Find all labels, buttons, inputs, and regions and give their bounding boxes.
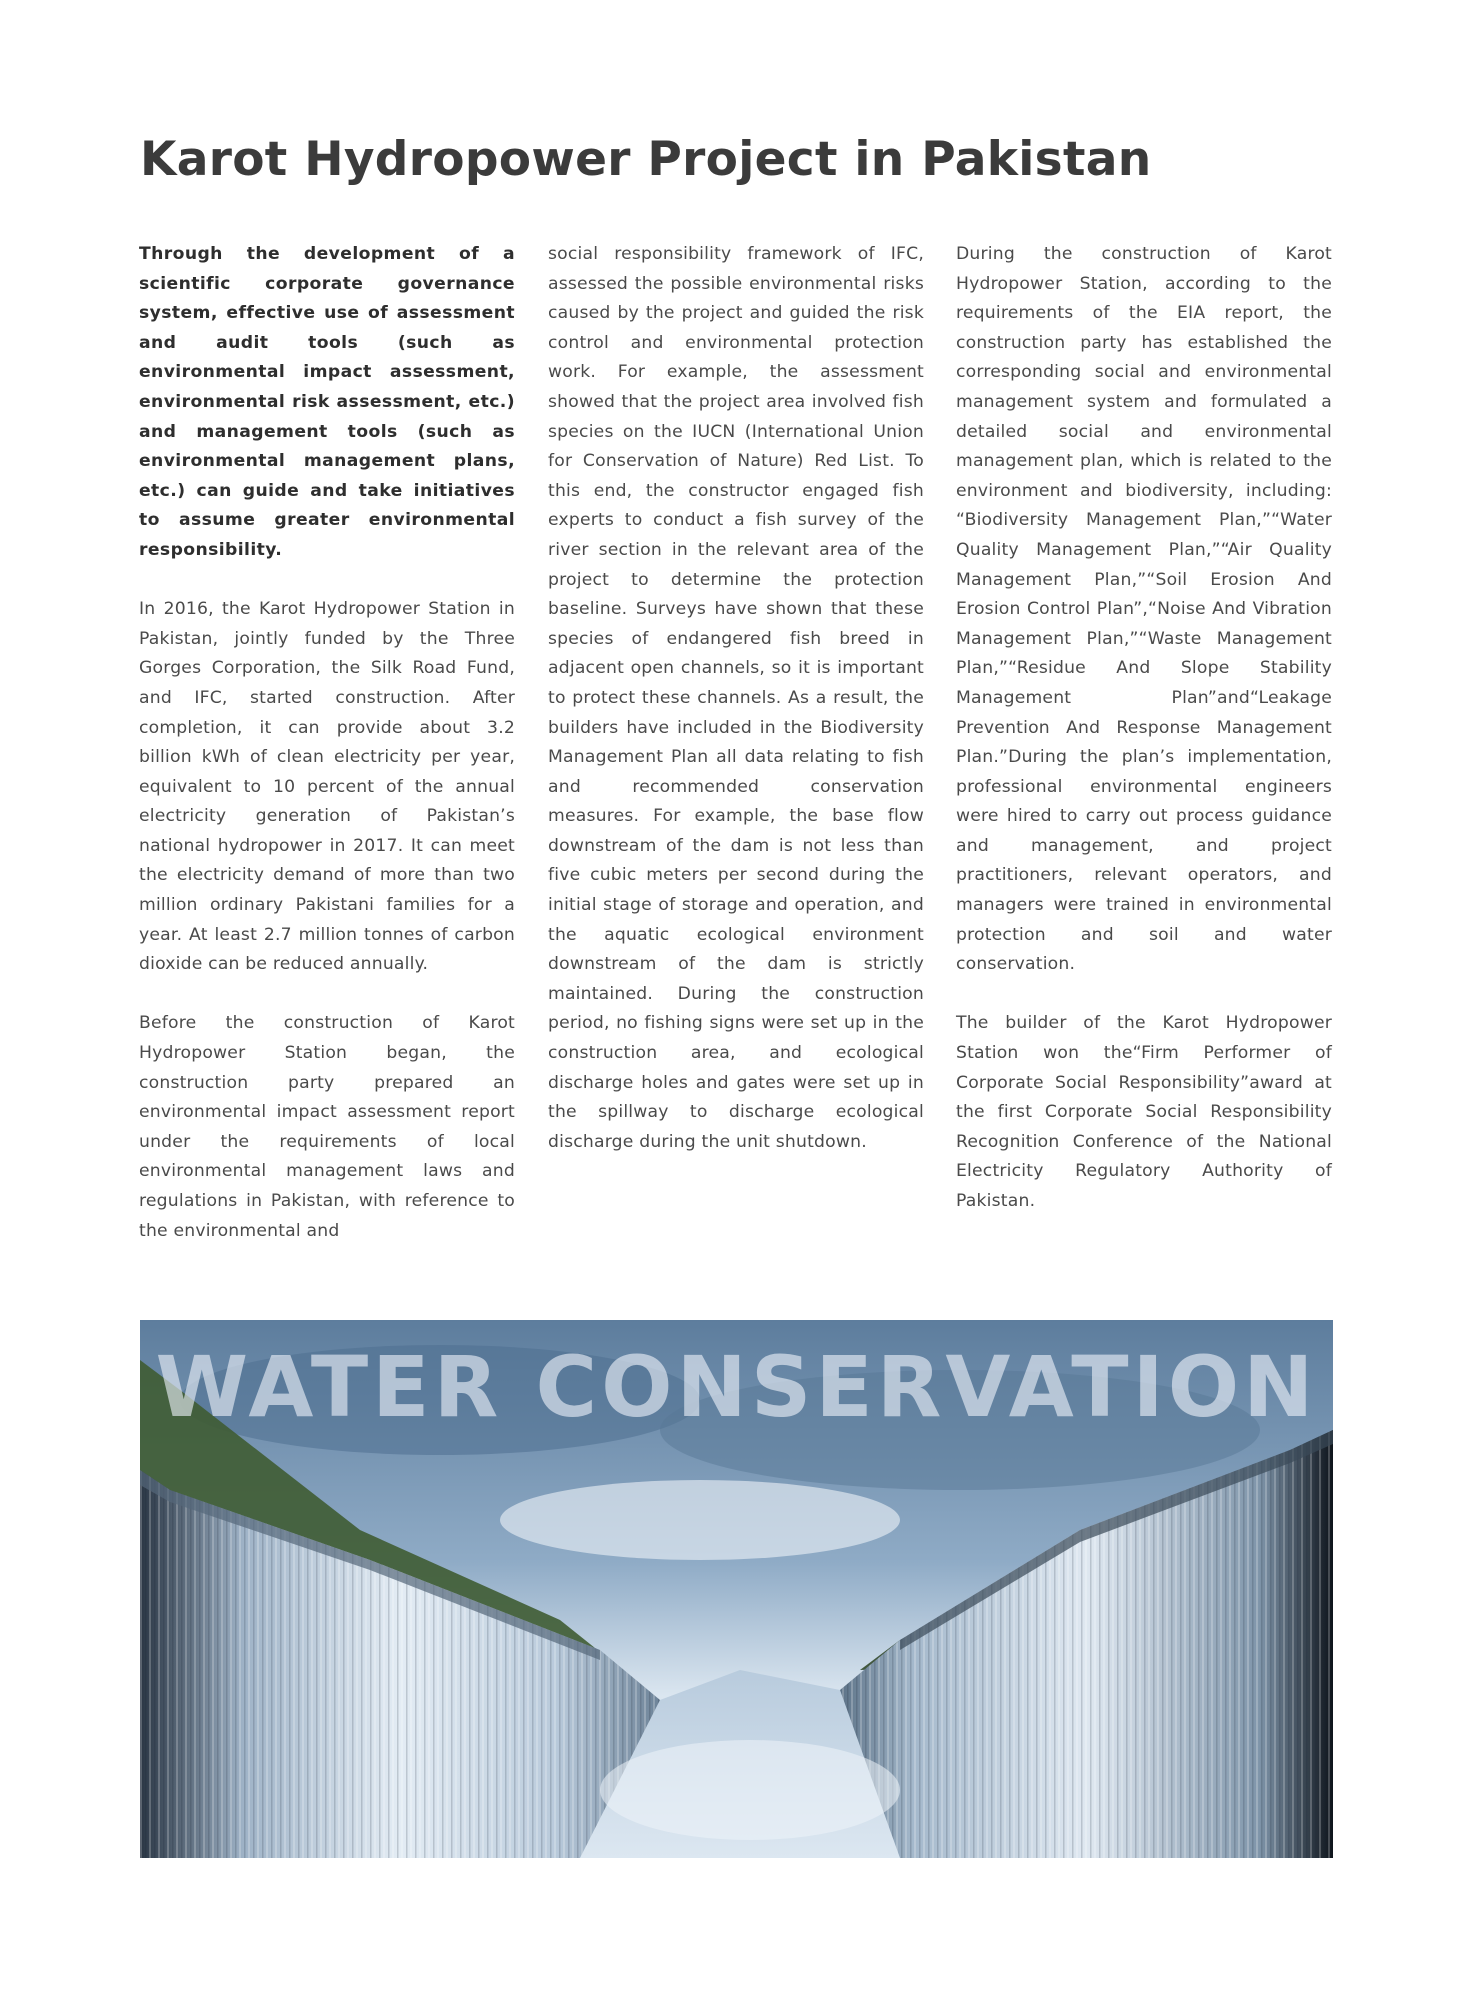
paragraph-management-plans: During the construction of Karot Hydropower Station, according to the requirements of the EIA report, the construction party has established the corresponding social and environmental management system and formulated a detailed social and environmental management plan, which is related to the environment and biodiversity, including: “Biodiversity Management Plan,”“Water Quality Management Plan,”“Air Quality Management Plan,”“Soil Erosion And Erosion Control Plan”,“Noise And Vibration Management Plan,”“Waste Management Plan,”“Residue And Slope Stability Management Plan”and“Leakage Prevention And Response Management Plan.”During the plan’s implementation, professional environmental engineers were hired to carry out process guidance and management, and project practitioners, relevant operators, and managers were trained in environmental protection and soil and water conservation. — [956, 244, 1332, 975]
photo-overlay-title: WATER CONSERVATION — [155, 1338, 1318, 1436]
paragraph-eia: Before the construction of Karot Hydropower Station began, the construction party prepared an environmental impact assessment report under the requirements of local environmental management laws and regulations in Pakistan, with reference to the environmental and — [139, 1013, 515, 1241]
page-title: Karot Hydropower Project in Pakistan — [140, 132, 1152, 187]
text-column-3 — [956, 240, 1332, 1246]
water-conservation-photo — [140, 1320, 1333, 1858]
paragraph-fish-protection: social responsibility framework of IFC, assessed the possible environmental risks caused by the project and guided the risk control and environmental protection work. For example, the assessment showed that the project area involved fish species on the IUCN (International Union for Conservation of Nature) Red List. To this end, the constructor engaged fish experts to conduct a fish survey of the river section in the relevant area of the project to determine the protection baseline. Surveys have shown that these species of endangered fish breed in adjacent open channels, so it is important to protect these channels. As a result, the builders have included in the Biodiversity Management Plan all data relating to fish and recommended conservation measures. For example, the base flow downstream of the dam is not less than five cubic meters per second during the initial stage of storage and operation, and the aquatic ecological environment downstream of the dam is strictly maintained. During the construction period, no fishing signs were set up in the construction area, and ecological discharge holes and gates were set up in the spillway to discharge ecological discharge during the unit shutdown. — [548, 244, 924, 1152]
text-column-1 — [139, 240, 515, 1276]
text-column-2 — [548, 240, 924, 1187]
paragraph-award: The builder of the Karot Hydropower Station won the“Firm Performer of Corporate Social Responsibility”award at the first Corporate Social Responsibility Recognition Conference of the National Electricity Regulatory Authority of Pakistan. — [956, 1013, 1332, 1211]
paragraph-funding: In 2016, the Karot Hydropower Station in Pakistan, jointly funded by the Three Gorges Corporation, the Silk Road Fund, and IFC, started construction. After completion, it can provide about 3.2 billion kWh of clean electricity per year, equivalent to 10 percent of the annual electricity generation of Pakistan’s national hydropower in 2017. It can meet the electricity demand of more than two million ordinary Pakistani families for a year. At least 2.7 million tonnes of carbon dioxide can be reduced annually. — [139, 599, 515, 975]
lead-paragraph: Through the development of a scientific corporate governance system, effective use of assessment and audit tools (such as environmental impact assessment, environmental risk assessment, etc.) and management tools (such as environmental management plans, etc.) can guide and take initiatives to assume greater environmental responsibility. — [139, 244, 515, 560]
